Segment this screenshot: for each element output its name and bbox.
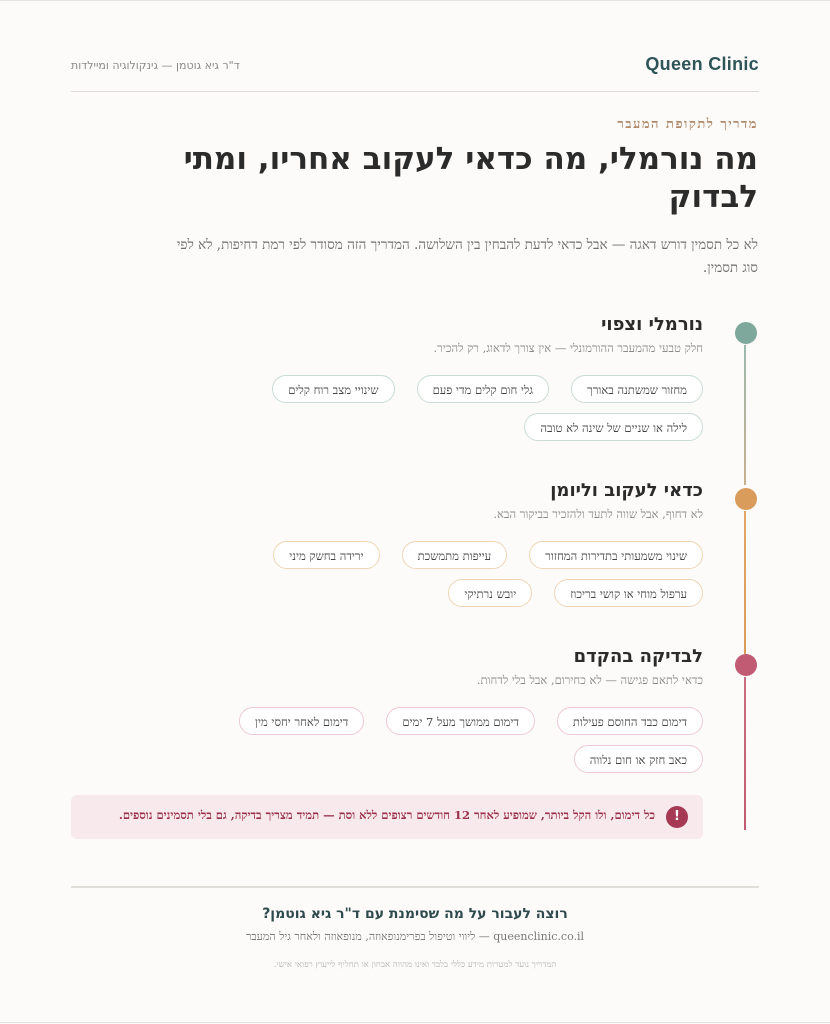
footer-divider — [71, 886, 759, 888]
page-header — [71, 50, 759, 90]
symptom-chip: יובש נרתיקי — [448, 579, 532, 607]
section-title: נורמלי וצפוי — [601, 314, 703, 335]
chip-list — [218, 541, 703, 607]
lead-paragraph: לא כל תסמין דורש דאגה — אבל כדאי לדעת להבחין בין השלושה. המדריך הזה מסודר לפי רמת דחיפות, לא לפי סוג תסמין. — [176, 237, 758, 276]
chip-list — [218, 707, 703, 773]
section-subtitle: חלק טבעי מהמעבר ההורמונלי — אין צורך לדאוג, רק להכיר. — [433, 341, 703, 355]
footer-disclaimer: המדריך נועד למטרות מידע כללי בלבד ואינו מהווה אבחון או תחליף לייעוץ רפואי אישי. — [273, 960, 557, 970]
section-check — [183, 646, 703, 773]
timeline-segment-track — [744, 511, 746, 654]
alert-icon: ! — [666, 806, 688, 828]
section-title: כדאי לעקוב וליומן — [550, 480, 703, 501]
section-track — [183, 480, 703, 607]
doctor-line: ד"ר גיא גוטמן — גינקולוגיה ומיילדות — [71, 59, 240, 72]
timeline-dot-check — [735, 654, 757, 676]
top-border — [0, 0, 830, 1]
symptom-chip: ירידה בחשק מיני — [273, 541, 379, 569]
timeline-segment-check — [744, 677, 746, 830]
timeline-dot-normal — [735, 322, 757, 344]
section-subtitle: לא דחוף, אבל שווה לתעד ולהזכיר בביקור הבא. — [493, 507, 703, 521]
timeline-dot-track — [735, 488, 757, 510]
section-normal — [183, 314, 703, 441]
header-divider — [71, 91, 759, 92]
page-title: מה נורמלי, מה כדאי לעקוב אחריו, ומתי לבדוק — [183, 141, 758, 215]
timeline-segment-normal — [744, 345, 746, 485]
chip-list — [218, 375, 703, 441]
symptom-chip: דימום ממושך מעל 7 ימים — [386, 707, 535, 735]
footer-cta: רוצה לעבור על מה שסימנת עם ד"ר גיא גוטמן? — [262, 906, 568, 922]
brand-logo[interactable]: Queen Clinic — [645, 54, 759, 74]
symptom-chip: עייפות מתמשכת — [402, 541, 508, 569]
bottom-border — [0, 1022, 830, 1023]
section-title: לבדיקה בהקדם — [573, 646, 703, 667]
alert-text: כל דימום, ולו הקל ביותר, שמופיע לאחר 12 חודשים רצופים ללא וסת — תמיד מצריך בדיקה, גם בלי תסמינים נוספים. — [118, 808, 655, 822]
symptom-chip: דימום כבד החוסם פעילות — [557, 707, 703, 735]
symptom-chip: דימום לאחר יחסי מין — [239, 707, 364, 735]
symptom-chip: מחזור שמשתנה באורך — [571, 375, 703, 403]
section-subtitle: כדאי לתאם פגישה — לא כחירום, אבל בלי לדחות. — [476, 673, 703, 687]
postmenopause-bleeding-alert — [71, 795, 703, 839]
symptom-chip: ערפול מוחי או קושי בריכוז — [554, 579, 703, 607]
symptom-chip: שינויי מצב רוח קלים — [272, 375, 394, 403]
symptom-chip: לילה או שניים של שינה לא טובה — [524, 413, 703, 441]
symptom-chip: כאב חזק או חום נלווה — [574, 745, 703, 773]
symptom-chip: גלי חום קלים מדי פעם — [417, 375, 550, 403]
eyebrow-label: מדריך לתקופת המעבר — [617, 117, 758, 132]
footer-contact[interactable]: queenclinic.co.il — ליווי וטיפול בפרימנופאוזה, מנופאוזה ולאחר גיל המעבר — [245, 930, 585, 943]
symptom-chip: שינוי משמעותי בתדירות המחזור — [529, 541, 703, 569]
